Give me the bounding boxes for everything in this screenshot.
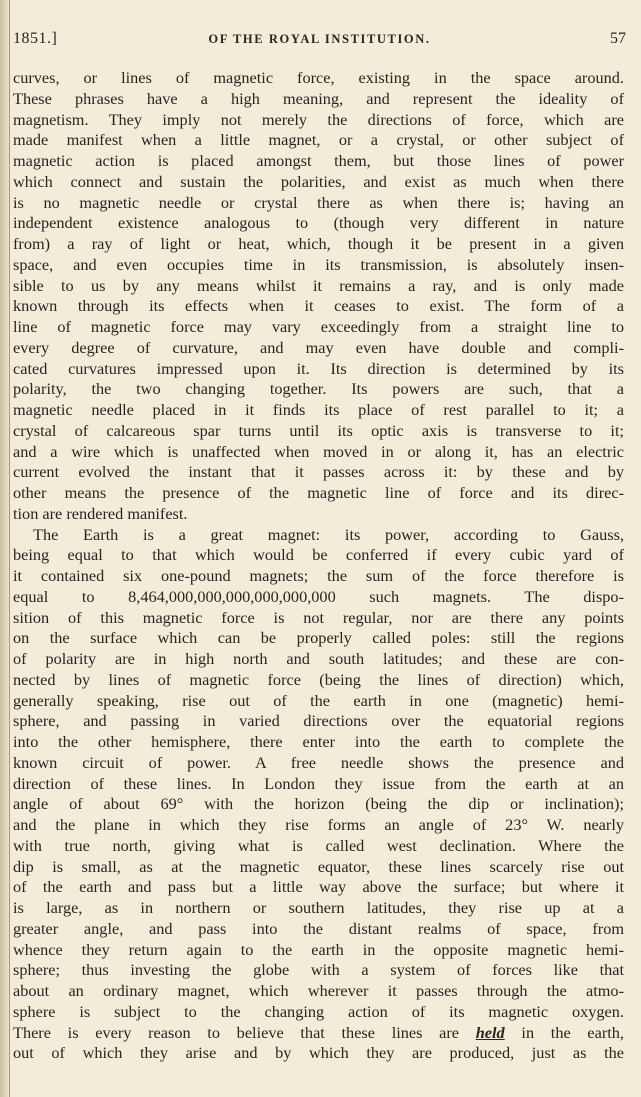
text-line: whence they return again to the earth in the opposite magnetic hemi- (13, 939, 624, 959)
text-line: The Earth is a great magnet: its power, according to Gauss, (33, 524, 624, 544)
text-line: tion are rendered manifest. (13, 503, 188, 523)
text-line: generally speaking, rise out of the earth in one (magnetic) hemi- (13, 690, 624, 710)
text-line: of polarity are in high north and south latitudes; and these are con- (13, 649, 624, 668)
binding-edge (9, 0, 10, 1097)
text-line: cated curvatures impressed upon it. Its direction is determined by its (13, 358, 624, 378)
text-line: is large, as in northern or southern latitudes, they rise up at a (13, 898, 624, 917)
text-line: sition of this magnetic force is not regular, nor are there any points (13, 607, 624, 627)
text-line: sphere, and passing in varied directions over the equatorial regions (13, 711, 624, 731)
page-number: 57 (610, 30, 626, 47)
text-line: from) a ray of light or heat, which, though it be present in a given (13, 234, 624, 253)
text-line: sphere; thus investing the globe with a system of forces like that (13, 960, 624, 980)
text-line: nected by lines of magnetic force (being the lines of direction) which, (13, 669, 624, 689)
text-line: space, and even occupies time in its transmission, is absolutely insen- (13, 254, 624, 274)
text-line: dip is small, as at the magnetic equator, these lines scarcely rise out (13, 856, 624, 876)
text-line: on the surface which can be properly called poles: still the regions (13, 628, 624, 648)
text-segment: There is every reason to believe that these lines are (13, 1022, 476, 1042)
text-line: which connect and sustain the polarities, and exist as much when there (13, 171, 624, 191)
running-header (13, 30, 626, 52)
text-line: independent existence analogous to (though very different in nature (13, 213, 624, 233)
text-line: and the plane in which they rise forms an angle of 23° W. nearly (13, 815, 624, 834)
body-text (13, 68, 624, 1064)
text-line: curves, or lines of magnetic force, existing in the space around. (13, 68, 624, 87)
text-line: every degree of curvature, and may even have double and compli- (13, 337, 624, 357)
text-line: other means the presence of the magnetic line of force and its direc- (13, 483, 624, 502)
text-line: greater angle, and pass into the distant realms of space, from (13, 918, 624, 938)
text-line: polarity, the two changing together. Its powers are such, that a (13, 379, 624, 399)
text-line: magnetism. They imply not merely the directions of force, which are (13, 109, 624, 129)
text-line: equal to 8,464,000,000,000,000,000,000 such magnets. The dispo- (13, 586, 624, 606)
text-line: into the other hemisphere, there enter into the earth to complete the (13, 732, 624, 751)
text-line: and a wire which is unaffected when moved in or along it, has an electric (13, 441, 624, 461)
text-line: made manifest when a little magnet, or a crystal, or other subject of (13, 130, 624, 150)
text-line: sphere is subject to the changing action of its magnetic oxygen. (13, 1001, 624, 1021)
emphasized-word: held (475, 1022, 505, 1042)
text-segment: in the earth, (504, 1022, 624, 1042)
text-line: known through its effects when it ceases to exist. The form of a (13, 296, 624, 316)
text-line: is no magnetic needle or crystal there as when there is; having an (13, 192, 624, 212)
text-line: current evolved the instant that it passes across it: by these and by (13, 462, 624, 482)
text-line: These phrases have a high meaning, and represent the ideality of (13, 88, 624, 108)
header-year: 1851.] (13, 30, 58, 47)
text-line: out of which they arise and by which they are produced, just as the (13, 1043, 624, 1063)
text-line: angle of about 69° with the horizon (being the dip or inclination); (13, 794, 624, 814)
text-line: of the earth and pass but a little way above the surface; but where it (13, 877, 624, 897)
text-line: magnetic needle placed in it finds its place of rest parallel to it; a (13, 400, 624, 419)
text-line: with true north, giving what is called west declination. Where the (13, 835, 624, 855)
text-line: direction of these lines. In London they issue from the earth at an (13, 773, 624, 793)
text-line: it contained six one-pound magnets; the sum of the force therefore is (13, 566, 624, 585)
text-line: line of magnetic force may vary exceedingly from a straight line to (13, 317, 624, 336)
text-line (13, 1023, 624, 1044)
text-line: magnetic action is placed amongst them, but those lines of power (13, 151, 624, 170)
text-line: known circuit of power. A free needle shows the presence and (13, 752, 624, 772)
text-line: about an ordinary magnet, which wherever it passes through the atmo- (13, 981, 624, 1000)
text-line: crystal of calcareous spar turns until its optic axis is transverse to it; (13, 420, 624, 440)
text-line: sible to us by any means whilst it remains a ray, and is only made (13, 275, 624, 295)
text-line: being equal to that which would be conferred if every cubic yard of (13, 545, 624, 565)
header-title: OF THE ROYAL INSTITUTION. (208, 32, 431, 46)
